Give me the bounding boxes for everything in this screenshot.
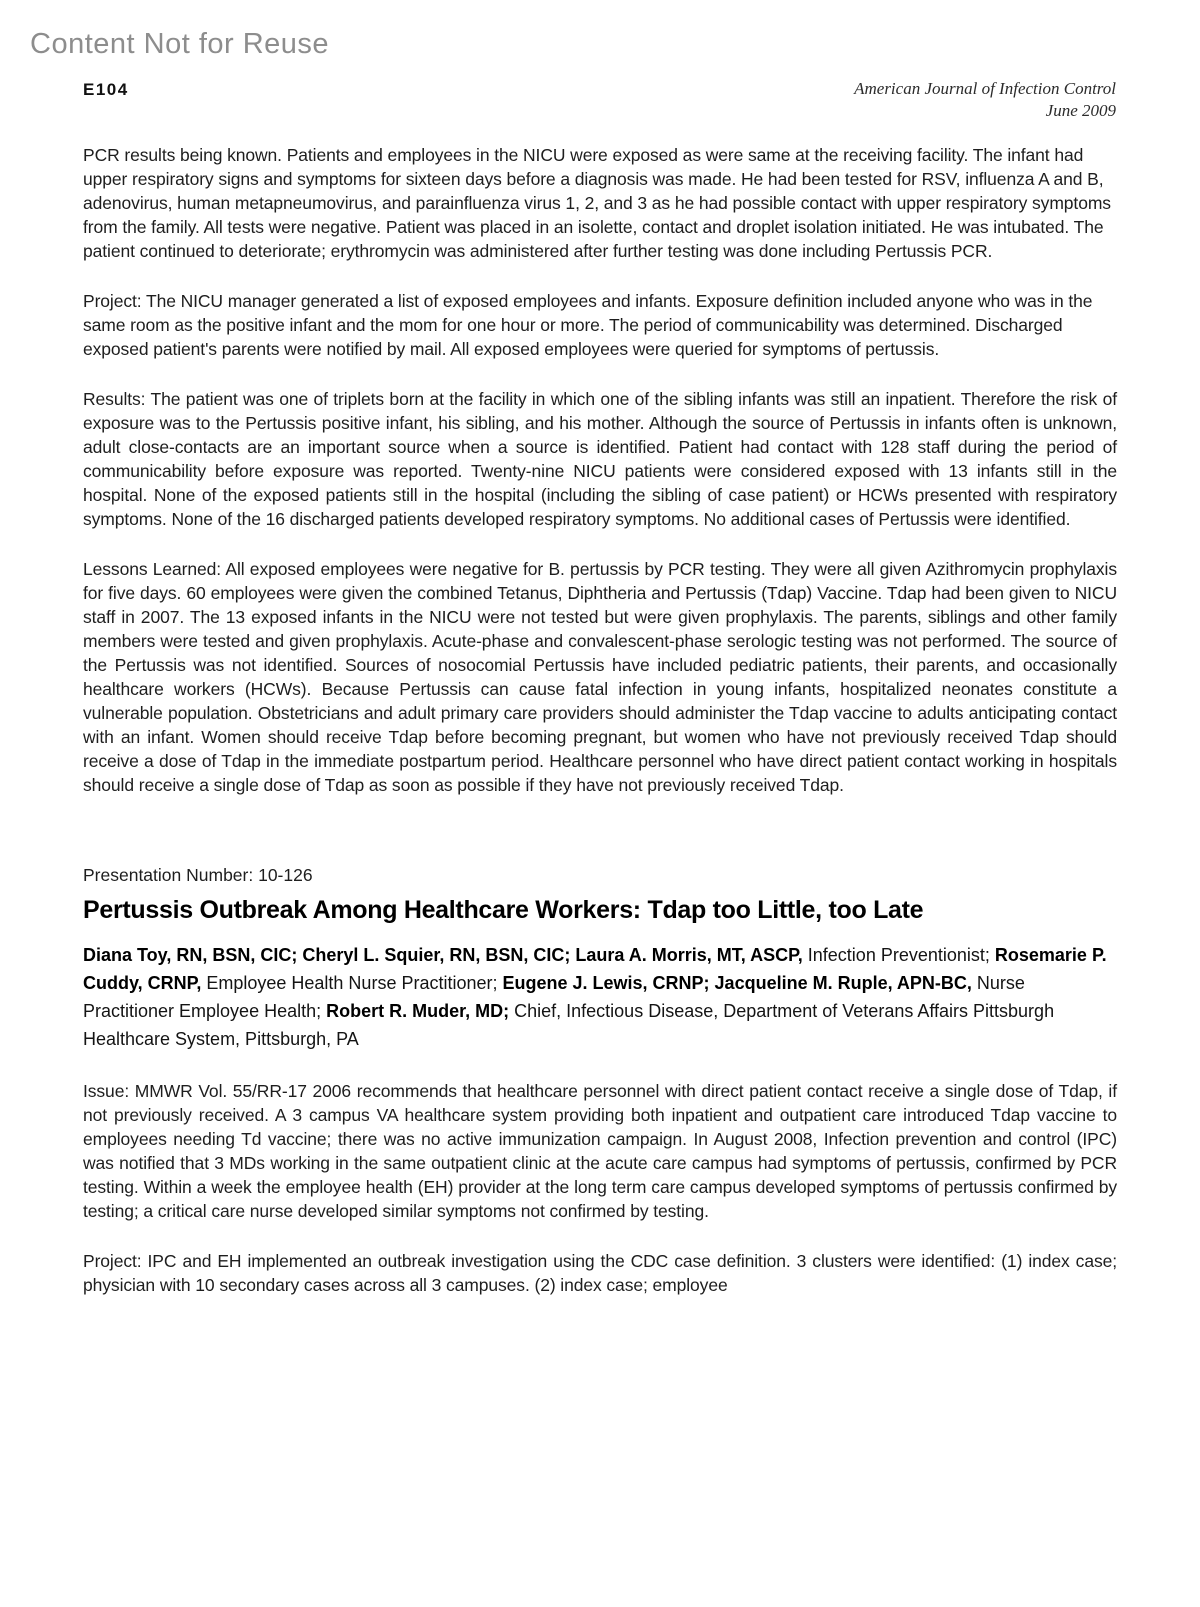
abstract-title: Pertussis Outbreak Among Healthcare Workers: Tdap too Little, too Late bbox=[83, 896, 924, 924]
section-gap bbox=[83, 823, 1117, 863]
author-names: Diana Toy, RN, BSN, CIC; Cheryl L. Squier, RN, BSN, CIC; Laura A. Morris, MT, ASCP, bbox=[83, 945, 803, 965]
results-paragraph: Results: The patient was one of triplets born at the facility in which one of the sibling infants was still an inpatient. Therefore the risk of exposure was to the Pertussis positive infant, his sibling, and his mother. Although the source of Pertussis in infants often is unknown, adult close-contacts are an important source when a source is identified. Patient had contact with 128 staff during the period of communicability before exposure was reported. Twenty-nine NICU patients were considered exposed with 13 infants still in the hospital. None of the exposed patients still in the hospital (including the sibling of case patient) or HCWs presented with respiratory symptoms. None of the 16 discharged patients developed respiratory symptoms. No additional cases of Pertussis were identified. bbox=[83, 389, 1117, 529]
presentation-number: Presentation Number: 10-126 bbox=[83, 865, 313, 885]
author-role: Nurse Practitioner Employee Health; bbox=[83, 973, 1025, 1021]
issue-paragraph: Issue: MMWR Vol. 55/RR-17 2006 recommends that healthcare personnel with direct patient contact receive a single dose of Tdap, if not previously received. A 3 campus VA healthcare system providing both inpatient and outpatient care introduced Tdap vaccine to employees needing Td vaccine; there was no active immunization campaign. In August 2008, Infection prevention and control (IPC) was notified that 3 MDs working in the same outpatient clinic at the acute care campus had symptoms of pertussis, confirmed by PCR testing. Within a week the employee health (EH) provider at the long term care campus developed symptoms of pertussis confirmed by testing; a critical care nurse developed similar symptoms not confirmed by testing. bbox=[83, 1081, 1117, 1221]
page-body bbox=[83, 143, 1117, 1323]
author-names: Rosemarie P. Cuddy, CRNP, bbox=[83, 945, 1107, 993]
author-role: Infection Preventionist; bbox=[802, 945, 995, 965]
author-names: Eugene J. Lewis, CRNP; Jacqueline M. Ruple, APN-BC, bbox=[502, 973, 972, 993]
content-not-for-reuse-watermark: Content Not for Reuse bbox=[30, 28, 330, 60]
abstract-continuation-paragraph: PCR results being known. Patients and employees in the NICU were exposed as were same at the receiving facility. The infant had upper respiratory signs and symptoms for sixteen days before a diagnosis was made. He had been tested for RSV, influenza A and B, adenovirus, human metapneumovirus, and parainfluenza virus 1, 2, and 3 as he had possible contact with upper respiratory symptoms from the family. All tests were negative. Patient was placed in an isolette, contact and droplet isolation initiated. He was intubated. The patient continued to deteriorate; erythromycin was administered after further testing was done including Pertussis PCR. bbox=[83, 145, 1111, 261]
author-affiliation: Chief, Infectious Disease, Department of Veterans Affairs Pittsburgh Healthcare System, Pittsburgh, PA bbox=[83, 1001, 1055, 1049]
author-role: Employee Health Nurse Practitioner; bbox=[201, 973, 503, 993]
project-paragraph-2: Project: IPC and EH implemented an outbreak investigation using the CDC case definition. 3 clusters were identified: (1) index case; physician with 10 secondary cases across all 3 campuses. (2) index case; employee bbox=[83, 1251, 1117, 1295]
page-number: E104 bbox=[83, 80, 129, 99]
project-paragraph: Project: The NICU manager generated a list of exposed employees and infants. Exposure definition included anyone who was in the same room as the positive infant and the mom for one hour or more. The period of communicability was determined. Discharged exposed patient's parents were notified by mail. All exposed employees were queried for symptoms of pertussis. bbox=[83, 291, 1093, 359]
page-header bbox=[83, 78, 1116, 122]
journal-date: June 2009 bbox=[1045, 101, 1116, 120]
journal-title: American Journal of Infection Control bbox=[854, 79, 1116, 98]
authors-block bbox=[83, 941, 1117, 1053]
journal-info bbox=[854, 78, 1116, 122]
lessons-learned-paragraph: Lessons Learned: All exposed employees were negative for B. pertussis by PCR testing. They were all given Azithromycin prophylaxis for five days. 60 employees were given the combined Tetanus, Diphtheria and Pertussis (Tdap) Vaccine. Tdap had been given to NICU staff in 2007. The 13 exposed infants in the NICU were not tested but were given prophylaxis. The parents, siblings and other family members were tested and given prophylaxis. Acute-phase and convalescent-phase serologic testing was not performed. The source of the Pertussis was not identified. Sources of nosocomial Pertussis have included pediatric patients, their parents, and occasionally healthcare workers (HCWs). Because Pertussis can cause fatal infection in young infants, hospitalized neonates constitute a vulnerable population. Obstetricians and adult primary care providers should administer the Tdap vaccine to adults anticipating contact with an infant. Women should receive Tdap before becoming pregnant, but women who have not previously received Tdap should receive a dose of Tdap in the immediate postpartum period. Healthcare personnel who have direct patient contact working in hospitals should receive a single dose of Tdap as soon as possible if they have not previously received Tdap. bbox=[83, 559, 1117, 795]
author-names: Robert R. Muder, MD; bbox=[326, 1001, 510, 1021]
